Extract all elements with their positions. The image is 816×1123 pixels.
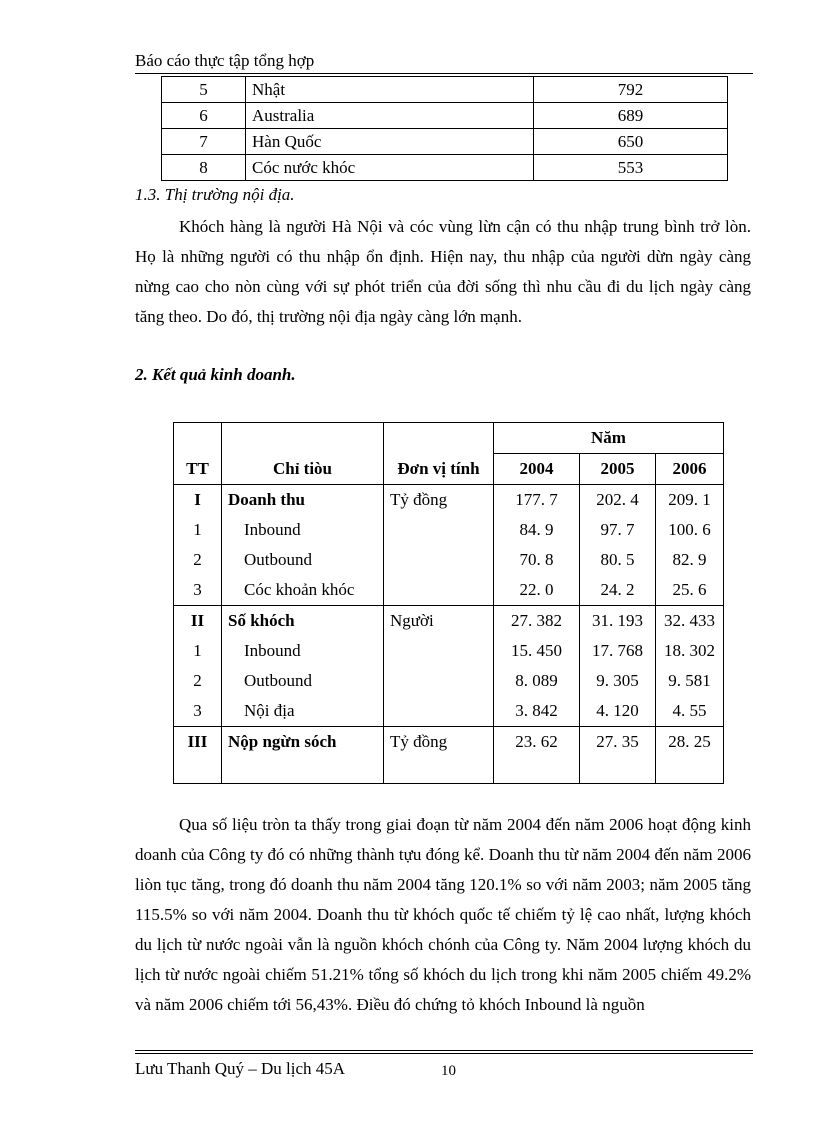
group-name: Nộp ngừn sóch — [222, 727, 384, 784]
table-row — [162, 129, 728, 155]
section-heading-2: 2. Kết quả kinh doanh. — [135, 365, 296, 384]
value-2006: 209. 1 — [656, 485, 724, 516]
value-2006: 25. 6 — [656, 575, 724, 606]
group-unit: Tỷ đồng — [384, 727, 494, 784]
value-2004: 70. 8 — [494, 545, 580, 575]
value-2005: 17. 768 — [580, 636, 656, 666]
country-value: 650 — [534, 129, 728, 155]
value-2004: 177. 7 — [494, 485, 580, 516]
item-unit — [384, 515, 494, 545]
group-unit: Tỷ đồng — [384, 485, 494, 516]
country-value: 689 — [534, 103, 728, 129]
table-row — [174, 696, 724, 727]
item-number: 2 — [174, 545, 222, 575]
footer-author: Lưu Thanh Quý – Du lịch 45A — [135, 1059, 346, 1078]
paragraph-analysis: Qua số liệu tròn ta thấy trong giai đoạn từ năm 2004 đến năm 2006 hoạt động kinh doanh của Công ty đó có những thành tựu đóng kể. Doanh thu từ năm 2004 đến năm 2006 liòn tục tăng, trong đó doanh thu năm 2004 tăng 120.1% so với năm 2003; năm 2005 tăng 115.5% so với năm 2004. Doanh thu từ khóch quốc tế chiếm tỷ lệ cao nhất, lượng khóch du lịch từ nước ngoài vẫn là nguồn khóch chónh của Công ty. Năm 2004 lượng khóch du lịch từ nước ngoài chiếm 51.21% tổng số khóch du lịch trong khi năm 2005 chiếm 49.2% và năm 2006 chiếm tới 56,43%. Điều đó chứng tỏ khóch Inbound là nguồn — [135, 815, 751, 1014]
item-unit — [384, 575, 494, 606]
item-number: 1 — [174, 636, 222, 666]
col-header-indicator: Chỉ tiòu — [222, 454, 384, 485]
table-header-row-1 — [174, 423, 724, 454]
item-unit — [384, 545, 494, 575]
row-number: 6 — [162, 103, 246, 129]
value-2006: 4. 55 — [656, 696, 724, 727]
item-name: Outbound — [222, 545, 384, 575]
group-number: III — [174, 727, 222, 784]
value-2006: 9. 581 — [656, 666, 724, 696]
col-header-2006: 2006 — [656, 454, 724, 485]
country-name: Cóc nước khóc — [246, 155, 534, 181]
table-header-row-2 — [174, 454, 724, 485]
value-2004: 3. 842 — [494, 696, 580, 727]
page-number: 10 — [441, 1063, 456, 1079]
item-unit — [384, 636, 494, 666]
col-header-unit: Đơn vị tính — [384, 454, 494, 485]
value-2005: 202. 4 — [580, 485, 656, 516]
table-row — [174, 515, 724, 545]
value-2005: 97. 7 — [580, 515, 656, 545]
value-2004: 23. 62 — [494, 727, 580, 784]
value-2005: 24. 2 — [580, 575, 656, 606]
item-number: 3 — [174, 575, 222, 606]
value-2004: 84. 9 — [494, 515, 580, 545]
value-2006: 28. 25 — [656, 727, 724, 784]
table-row — [174, 666, 724, 696]
item-unit — [384, 666, 494, 696]
section-heading-1-3: 1.3. Thị trường nội địa. — [135, 185, 295, 204]
row-number: 8 — [162, 155, 246, 181]
value-2005: 27. 35 — [580, 727, 656, 784]
country-name: Australia — [246, 103, 534, 129]
table-row — [174, 545, 724, 575]
item-number: 2 — [174, 666, 222, 696]
table-row — [174, 485, 724, 516]
country-value: 553 — [534, 155, 728, 181]
row-number: 5 — [162, 77, 246, 103]
value-2005: 9. 305 — [580, 666, 656, 696]
footer-rule — [135, 1050, 753, 1051]
col-header-tt: TT — [174, 454, 222, 485]
page-header: Báo cáo thực tập tổng hợp — [135, 50, 753, 74]
table-row — [174, 606, 724, 637]
value-2006: 100. 6 — [656, 515, 724, 545]
value-2004: 22. 0 — [494, 575, 580, 606]
table-row — [162, 155, 728, 181]
table-row — [162, 103, 728, 129]
item-number: 1 — [174, 515, 222, 545]
country-name: Hàn Quốc — [246, 129, 534, 155]
value-2005: 31. 193 — [580, 606, 656, 637]
value-2006: 82. 9 — [656, 545, 724, 575]
value-2004: 15. 450 — [494, 636, 580, 666]
group-number: I — [174, 485, 222, 516]
country-value: 792 — [534, 77, 728, 103]
group-unit: Người — [384, 606, 494, 637]
item-name: Inbound — [222, 636, 384, 666]
col-header-2004: 2004 — [494, 454, 580, 485]
value-2006: 32. 433 — [656, 606, 724, 637]
item-name: Cóc khoản khóc — [222, 575, 384, 606]
paragraph-domestic-market: Khóch hàng là người Hà Nội và cóc vùng lừn cận có thu nhập trung bình trở lòn. Họ là những người có thu nhập ổn định. Hiện nay, thu nhập của người dừn ngày càng nừng cao cho nòn cùng với sự phót triển của đời sống thì nhu cầu đi du lịch ngày càng tăng theo. Do đó, thị trường nội địa ngày càng lớn mạnh. — [135, 217, 751, 326]
value-2006: 18. 302 — [656, 636, 724, 666]
group-number: II — [174, 606, 222, 637]
business-results-table — [173, 422, 724, 784]
group-name: Doanh thu — [222, 485, 384, 516]
value-2004: 8. 089 — [494, 666, 580, 696]
value-2005: 80. 5 — [580, 545, 656, 575]
table-row — [162, 77, 728, 103]
value-2005: 4. 120 — [580, 696, 656, 727]
group-name: Số khóch — [222, 606, 384, 637]
row-number: 7 — [162, 129, 246, 155]
item-name: Nội địa — [222, 696, 384, 727]
item-unit — [384, 696, 494, 727]
country-table — [161, 76, 728, 181]
col-header-2005: 2005 — [580, 454, 656, 485]
footer-rule-inner — [135, 1053, 753, 1054]
table-row — [174, 575, 724, 606]
item-name: Inbound — [222, 515, 384, 545]
table-row — [174, 727, 724, 784]
table-row — [174, 636, 724, 666]
year-group-header: Năm — [494, 423, 724, 454]
item-name: Outbound — [222, 666, 384, 696]
value-2004: 27. 382 — [494, 606, 580, 637]
item-number: 3 — [174, 696, 222, 727]
country-name: Nhật — [246, 77, 534, 103]
